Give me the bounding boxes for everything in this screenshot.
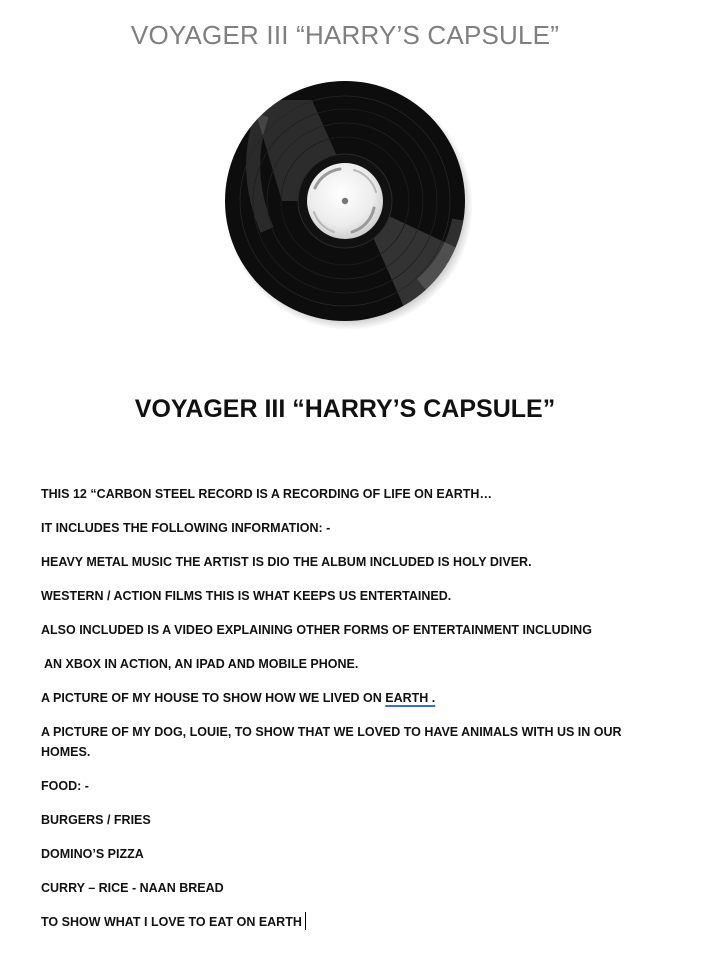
text-cursor: [305, 912, 306, 930]
header-title: VOYAGER III “HARRY’S CAPSULE”: [130, 20, 560, 50]
body-line-closing-text: TO SHOW WHAT I LOVE TO EAT ON EARTH: [41, 915, 302, 929]
body-line-music: HEAVY METAL MUSIC THE ARTIST IS DIO THE ALBUM INCLUDED IS HOLY DIVER.: [41, 555, 532, 569]
body-line-closing: [41, 912, 661, 932]
body-line-video: ALSO INCLUDED IS A VIDEO EXPLAINING OTHER FORMS OF ENTERTAINMENT INCLUDING: [41, 623, 592, 637]
vinyl-record-image: [222, 80, 472, 330]
body-line-record: THIS 12 “CARBON STEEL RECORD IS A RECORDING OF LIFE ON EARTH…: [41, 487, 492, 501]
underlined-earth: EARTH .: [385, 691, 436, 705]
vinyl-record-icon: [222, 80, 472, 330]
food-item-pizza: DOMINO’S PIZZA: [41, 847, 144, 861]
body-line-devices: AN XBOX IN ACTION, AN IPAD AND MOBILE PHONE.: [44, 657, 359, 671]
body-line-includes: IT INCLUDES THE FOLLOWING INFORMATION: -: [41, 521, 331, 535]
food-item-burgers: BURGERS / FRIES: [41, 813, 151, 827]
document-body: [41, 484, 661, 946]
body-line-food-heading: FOOD: -: [41, 779, 89, 793]
body-line-dog: A PICTURE OF MY DOG, LOUIE, TO SHOW THAT WE LOVED TO HAVE ANIMALS WITH US IN OUR HOMES.: [41, 725, 622, 759]
main-title: VOYAGER III “HARRY’S CAPSULE”: [134, 395, 556, 423]
food-item-curry: CURRY – RICE - NAAN BREAD: [41, 881, 224, 895]
body-line-films: WESTERN / ACTION FILMS THIS IS WHAT KEEPS US ENTERTAINED.: [41, 589, 452, 603]
body-line-house: [41, 688, 661, 708]
body-line-house-text: A PICTURE OF MY HOUSE TO SHOW HOW WE LIVED ON: [41, 691, 386, 705]
